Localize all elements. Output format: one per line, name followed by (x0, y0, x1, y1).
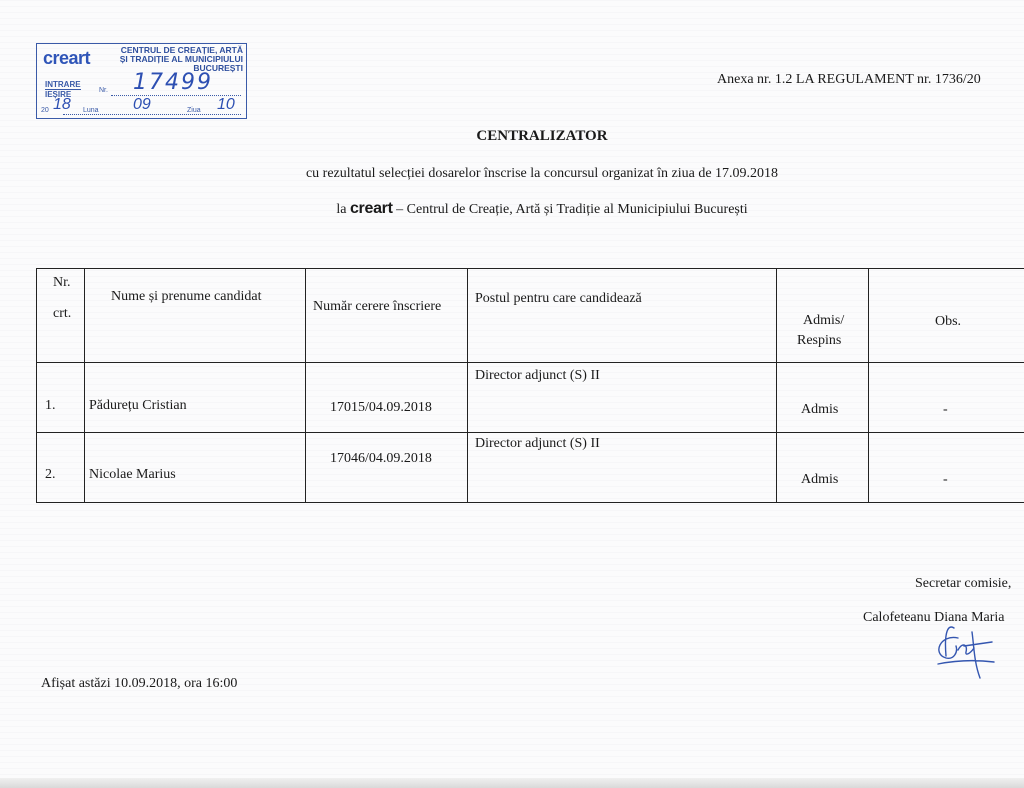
subtitle-prefix: la (336, 202, 347, 217)
stamp-month-label: Luna (83, 107, 99, 114)
row2-name: Nicolae Marius (89, 467, 176, 482)
row1-status: Admis (801, 402, 839, 417)
annex-reference: Anexa nr. 1.2 LA REGULAMENT nr. 1736/20 (717, 72, 981, 87)
stamp-nr-label: Nr. (99, 87, 108, 94)
stamp-exit-label: IEȘIRE (45, 90, 72, 99)
stamp-entry-label: INTRARE (45, 80, 81, 89)
document-subtitle-institution (0, 200, 1024, 218)
header-status-line1: Admis/ (803, 313, 845, 328)
header-nr-line1: Nr. (53, 275, 71, 290)
registration-stamp (36, 43, 247, 119)
header-name: Nume și prenume candidat (111, 289, 262, 304)
stamp-day-label: Ziua (187, 107, 201, 114)
header-request: Număr cerere înscriere (313, 299, 442, 314)
secretary-name: Calofeteanu Diana Maria (863, 610, 1005, 625)
col-divider (776, 269, 777, 502)
stamp-day-value: 10 (217, 96, 235, 113)
document-title: CENTRALIZATOR (476, 128, 608, 144)
stamp-institution: CENTRUL DE CREAȚIE, ARTĂ ȘI TRADIȚIE AL MUNICIPIULUI BUCUREȘTI (119, 45, 243, 73)
row1-obs: - (943, 402, 948, 417)
stamp-brand-logo: creart (43, 48, 91, 68)
row1-request: 17015/04.09.2018 (330, 400, 432, 415)
row2-status: Admis (801, 472, 839, 487)
header-obs: Obs. (935, 314, 962, 329)
row1-name: Pădurețu Cristian (89, 398, 187, 413)
stamp-year-prefix: 20 (41, 107, 49, 114)
subtitle-suffix: – Centrul de Creație, Artă și Tradiție al Municipiului București (396, 202, 748, 217)
row2-position: Director adjunct (S) II (475, 436, 600, 451)
col-divider (305, 269, 306, 502)
posted-date: Afișat astăzi 10.09.2018, ora 16:00 (41, 676, 238, 691)
header-status-line2: Respins (797, 333, 842, 348)
secretary-title: Secretar comisie, (915, 576, 1012, 591)
row-divider (37, 362, 1024, 363)
col-divider (467, 269, 468, 502)
stamp-month-value: 09 (133, 96, 151, 113)
col-divider (84, 269, 85, 502)
scan-bottom-edge (0, 778, 1024, 788)
header-nr-line2: crt. (53, 306, 72, 321)
row1-nr: 1. (45, 398, 56, 413)
stamp-date-line (63, 114, 241, 115)
row2-obs: - (943, 472, 948, 487)
row2-nr: 2. (45, 467, 56, 482)
stamp-year-value: 18 (53, 96, 71, 113)
signature-icon (928, 620, 998, 680)
stamp-nr-value: 17499 (133, 70, 213, 95)
row-divider (37, 432, 1024, 433)
col-divider (868, 269, 869, 502)
results-table (36, 268, 1024, 503)
document-subtitle: cu rezultatul selecției dosarelor înscrise la concursul organizat în ziua de 17.09.2018 (305, 166, 779, 181)
header-position: Postul pentru care candidează (475, 291, 642, 306)
row2-request: 17046/04.09.2018 (330, 451, 432, 466)
creart-logo-text: creart (349, 200, 393, 217)
row1-position: Director adjunct (S) II (475, 368, 600, 383)
